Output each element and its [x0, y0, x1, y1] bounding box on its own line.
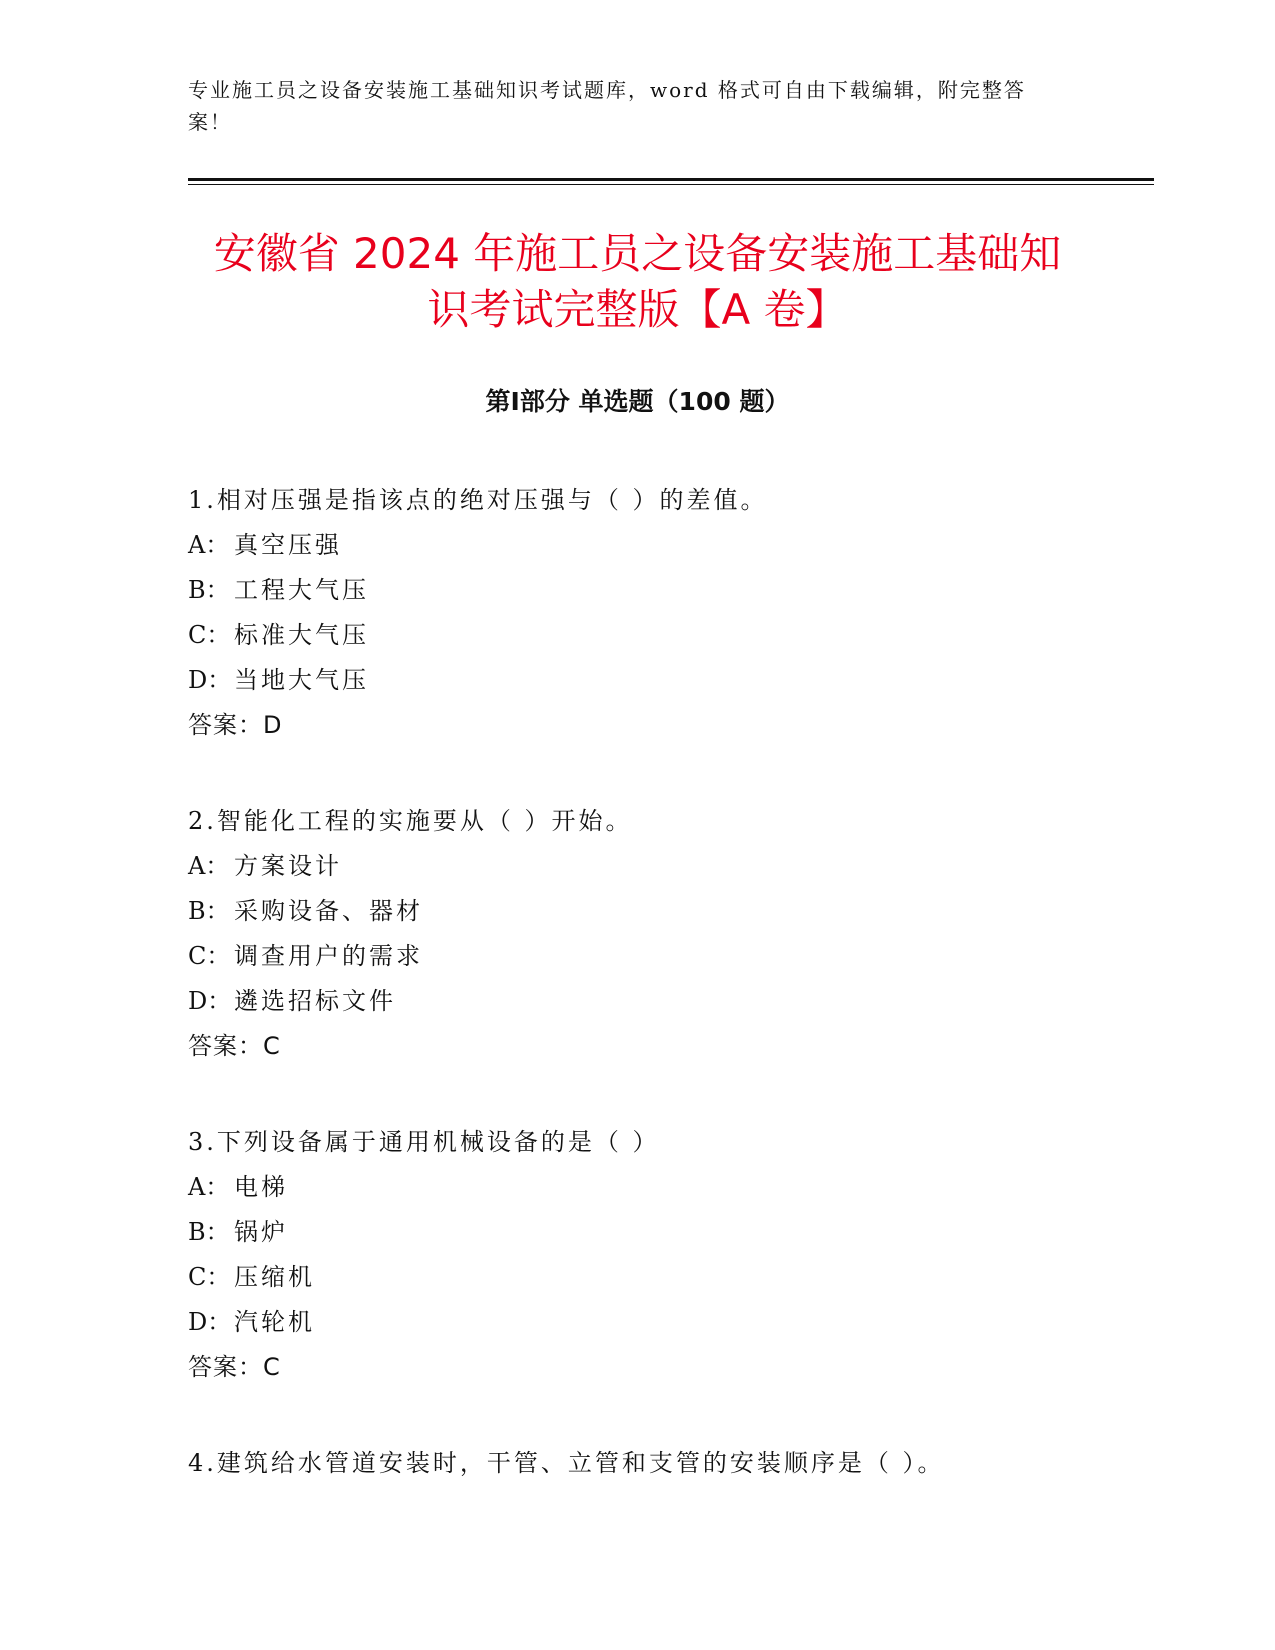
option-b: [188, 1210, 1148, 1255]
option-text: 锅炉: [234, 1218, 288, 1246]
question-1: [188, 478, 1148, 748]
answer: 答案：C: [188, 1353, 281, 1381]
option-letter: B：: [188, 576, 230, 604]
option-a: [188, 1165, 1148, 1210]
option-text: 压缩机: [234, 1263, 315, 1291]
option-text: 电梯: [234, 1173, 288, 1201]
document-title: [160, 226, 1115, 338]
option-d: [188, 979, 1148, 1024]
question-stem: 4.建筑给水管道安装时，干管、立管和支管的安装顺序是（ ）。: [188, 1449, 945, 1477]
option-c: [188, 1255, 1148, 1300]
section-title: 第Ⅰ部分 单选题（100 题）: [485, 387, 790, 416]
question-stem: 2.智能化工程的实施要从（ ）开始。: [188, 807, 633, 835]
option-letter: C：: [188, 942, 231, 970]
option-letter: A：: [188, 1173, 230, 1201]
question-stem: 1.相对压强是指该点的绝对压强与（ ）的差值。: [188, 486, 768, 514]
option-letter: B：: [188, 1218, 230, 1246]
option-letter: C：: [188, 1263, 231, 1291]
option-text: 工程大气压: [234, 576, 369, 604]
header-note: 专业施工员之设备安装施工基础知识考试题库，word 格式可自由下载编辑，附完整答案！: [188, 78, 1026, 134]
option-a: [188, 844, 1148, 889]
option-b: [188, 889, 1148, 934]
document-title-line-1: 安徽省 2024 年施工员之设备安装施工基础知: [213, 229, 1062, 278]
option-d: [188, 1300, 1148, 1345]
option-letter: A：: [188, 531, 230, 559]
option-c: [188, 934, 1148, 979]
option-b: [188, 568, 1148, 613]
option-letter: D：: [188, 1308, 232, 1336]
option-letter: D：: [188, 987, 232, 1015]
question-2: [188, 799, 1148, 1069]
document-title-line-2: 识考试完整版【A 卷】: [427, 285, 848, 334]
option-text: 遴选招标文件: [234, 987, 396, 1015]
option-text: 标准大气压: [234, 621, 369, 649]
question-4: [188, 1441, 1148, 1486]
option-d: [188, 658, 1148, 703]
option-letter: B：: [188, 897, 230, 925]
header-rule-thick: [188, 178, 1154, 181]
answer: 答案：D: [188, 711, 283, 739]
header-rule-thin: [188, 184, 1154, 185]
option-text: 调查用户的需求: [234, 942, 423, 970]
option-text: 当地大气压: [234, 666, 369, 694]
option-a: [188, 523, 1148, 568]
answer: 答案：C: [188, 1032, 281, 1060]
option-text: 汽轮机: [234, 1308, 315, 1336]
option-text: 采购设备、器材: [234, 897, 423, 925]
option-text: 真空压强: [234, 531, 342, 559]
question-stem: 3.下列设备属于通用机械设备的是（ ）: [188, 1128, 660, 1156]
question-3: [188, 1120, 1148, 1390]
option-letter: D：: [188, 666, 232, 694]
option-letter: A：: [188, 852, 230, 880]
option-c: [188, 613, 1148, 658]
option-text: 方案设计: [234, 852, 342, 880]
option-letter: C：: [188, 621, 231, 649]
question-list: [188, 478, 1148, 1537]
